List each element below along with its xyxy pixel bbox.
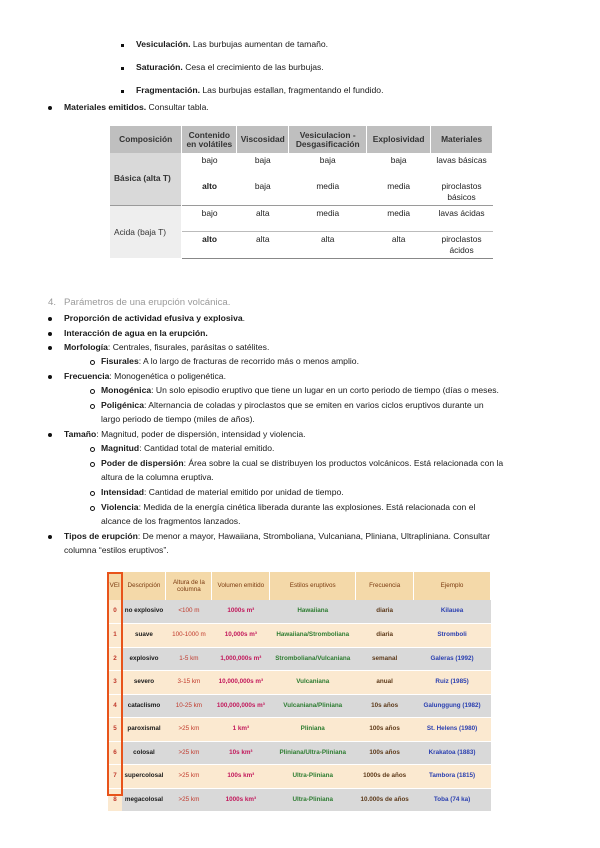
vei-cell: 4 bbox=[108, 694, 122, 718]
circle-bullet-icon bbox=[90, 491, 95, 496]
circle-bullet-icon bbox=[90, 404, 95, 409]
param-poligenica-cont: largo periodo de tiempo (miles de años). bbox=[101, 414, 255, 424]
param-intensidad: Intensidad: Cantidad de material emitido por unidad de tiempo. bbox=[101, 487, 344, 497]
param-tamano: Tamaño: Magnitud, poder de dispersión, intensidad y violencia. bbox=[64, 429, 306, 439]
vei-cell: 6 bbox=[108, 741, 122, 765]
frequency-cell: 10.000s de años bbox=[356, 788, 414, 812]
vei-cell: 0 bbox=[108, 600, 122, 624]
param-tipos-erupcion: Tipos de erupción: De menor a mayor, Hawaiiana, Stromboliana, Vulcaniana, Pliniana, Ultrapliniana. Consultar bbox=[64, 531, 491, 541]
table-row bbox=[108, 765, 491, 789]
example-cell: Krakatoa (1883) bbox=[414, 741, 491, 765]
param-poder-dispersion: Poder de dispersión: Área sobre la cual se distribuyen los productos volcánicos. Está relacionada con la bbox=[101, 458, 504, 468]
example-cell: Kilauea bbox=[414, 600, 491, 624]
table-header: Volumen emitido bbox=[212, 572, 270, 600]
vei-cell: 1 bbox=[108, 624, 122, 648]
table-header: Frecuencia bbox=[356, 572, 414, 600]
param-violencia: Violencia: Medida de la energía cinética liberada durante las explosiones. Está relacionada con el bbox=[101, 502, 476, 512]
column-height-cell: >25 km bbox=[166, 718, 212, 742]
description-cell: severo bbox=[122, 671, 166, 695]
row-label-basica: Básica (alta T) bbox=[110, 153, 182, 205]
param-interaccion: Interacción de agua en la erupción. bbox=[64, 328, 208, 338]
vei-cell: 7 bbox=[108, 765, 122, 789]
param-magnitud: Magnitud: Cantidad total de material emitido. bbox=[101, 443, 275, 453]
list-item-fragmentacion: Fragmentación. Las burbujas estallan, fragmentando el fundido. bbox=[136, 85, 384, 95]
table-row: Básica (alta T) bajo baja baja baja lavas básicas bbox=[110, 153, 493, 179]
eruptive-style-cell: Pliniana bbox=[270, 718, 356, 742]
circle-bullet-icon bbox=[90, 462, 95, 467]
volume-cell: 100s km³ bbox=[212, 765, 270, 789]
square-bullet-icon bbox=[121, 67, 124, 70]
example-cell: Galeras (1992) bbox=[414, 647, 491, 671]
bullet-icon bbox=[48, 346, 52, 350]
volume-cell: 10,000s m³ bbox=[212, 624, 270, 648]
frequency-cell: 100s años bbox=[356, 741, 414, 765]
table-header: Altura de la columna bbox=[166, 572, 212, 600]
circle-bullet-icon bbox=[90, 447, 95, 452]
composition-table bbox=[110, 126, 493, 259]
param-poder-dispersion-cont: altura de la columna eruptiva. bbox=[101, 472, 214, 482]
circle-bullet-icon bbox=[90, 360, 95, 365]
vei-cell: 2 bbox=[108, 647, 122, 671]
column-height-cell: 100-1000 m bbox=[166, 624, 212, 648]
eruptive-style-cell: Vulcaniana bbox=[270, 671, 356, 695]
bullet-icon bbox=[48, 433, 52, 437]
eruptive-style-cell: Hawaiiana bbox=[270, 600, 356, 624]
table-row bbox=[108, 671, 491, 695]
volume-cell: 1000s km³ bbox=[212, 788, 270, 812]
frequency-cell: diaria bbox=[356, 624, 414, 648]
eruptive-style-cell: Vulcaniana/Pliniana bbox=[270, 694, 356, 718]
example-cell: St. Helens (1980) bbox=[414, 718, 491, 742]
table-row: alto alta alta alta piroclastos ácidos bbox=[110, 231, 493, 258]
volume-cell: 100,000,000s m³ bbox=[212, 694, 270, 718]
eruptive-style-cell: Ultra-Pliniana bbox=[270, 765, 356, 789]
eruptive-style-cell: Ultra-Pliniana bbox=[270, 788, 356, 812]
vei-table bbox=[108, 572, 491, 812]
frequency-cell: anual bbox=[356, 671, 414, 695]
section-heading: 4. Parámetros de una erupción volcánica. bbox=[48, 297, 231, 308]
example-cell: Tambora (1815) bbox=[414, 765, 491, 789]
param-morfologia: Morfología: Centrales, fisurales, parásitas o satélites. bbox=[64, 342, 270, 352]
description-cell: paroxismal bbox=[122, 718, 166, 742]
param-tipos-erupcion-cont: columna “estilos eruptivos”. bbox=[64, 545, 169, 555]
column-height-cell: >25 km bbox=[166, 765, 212, 789]
table-header: Estilos eruptivos bbox=[270, 572, 356, 600]
table-row bbox=[108, 741, 491, 765]
param-violencia-cont: alcance de los fragmentos lanzados. bbox=[101, 516, 241, 526]
column-height-cell: >25 km bbox=[166, 788, 212, 812]
description-cell: suave bbox=[122, 624, 166, 648]
param-monogenica: Monogénica: Un solo episodio eruptivo que tiene un lugar en un corto periodo de tiempo (días o meses. bbox=[101, 385, 499, 395]
column-height-cell: >25 km bbox=[166, 741, 212, 765]
description-cell: cataclismo bbox=[122, 694, 166, 718]
table-row bbox=[108, 600, 491, 624]
table-header: Materiales bbox=[431, 126, 493, 153]
description-cell: no explosivo bbox=[122, 600, 166, 624]
materiales-emitidos: Materiales emitidos. Consultar tabla. bbox=[64, 102, 209, 112]
bullet-icon bbox=[48, 332, 52, 336]
table-header: Ejemplo bbox=[414, 572, 491, 600]
frequency-cell: semanal bbox=[356, 647, 414, 671]
vei-cell: 8 bbox=[108, 788, 122, 812]
description-cell: megacolosal bbox=[122, 788, 166, 812]
bullet-icon bbox=[48, 317, 52, 321]
bullet-icon bbox=[48, 106, 52, 110]
volume-cell: 10s km³ bbox=[212, 741, 270, 765]
table-row bbox=[108, 647, 491, 671]
column-height-cell: 10-25 km bbox=[166, 694, 212, 718]
table-header: VEI bbox=[108, 572, 122, 600]
table-header: Composición bbox=[110, 126, 182, 153]
param-poligenica: Poligénica: Alternancia de coladas y piroclastos que se emiten en varios ciclos eruptivos durante un bbox=[101, 400, 484, 410]
list-item-saturacion: Saturación. Cesa el crecimiento de las burbujas. bbox=[136, 62, 324, 72]
bullet-icon bbox=[48, 375, 52, 379]
volume-cell: 1 km³ bbox=[212, 718, 270, 742]
circle-bullet-icon bbox=[90, 389, 95, 394]
table-header: Explosividad bbox=[367, 126, 431, 153]
list-item-vesiculacion: Vesiculación. Las burbujas aumentan de tamaño. bbox=[136, 39, 329, 49]
table-header: Descripción bbox=[122, 572, 166, 600]
example-cell: Galunggung (1982) bbox=[414, 694, 491, 718]
param-proporcion: Proporción de actividad efusiva y explosiva. bbox=[64, 313, 246, 323]
param-frecuencia: Frecuencia: Monogenética o poligenética. bbox=[64, 371, 226, 381]
table-header: Viscosidad bbox=[237, 126, 289, 153]
eruptive-style-cell: Pliniana/Ultra-Pliniana bbox=[270, 741, 356, 765]
table-header: Contenido en volátiles bbox=[182, 126, 237, 153]
bullet-icon bbox=[48, 535, 52, 539]
example-cell: Toba (74 ka) bbox=[414, 788, 491, 812]
square-bullet-icon bbox=[121, 44, 124, 47]
table-row bbox=[108, 624, 491, 648]
eruptive-style-cell: Hawaiiana/Stromboliana bbox=[270, 624, 356, 648]
square-bullet-icon bbox=[121, 90, 124, 93]
table-row: Acida (baja T) bajo alta media media lavas ácidas bbox=[110, 205, 493, 231]
example-cell: Stromboli bbox=[414, 624, 491, 648]
frequency-cell: 10s años bbox=[356, 694, 414, 718]
description-cell: explosivo bbox=[122, 647, 166, 671]
example-cell: Ruiz (1985) bbox=[414, 671, 491, 695]
table-row: alto baja media media piroclastos básicos bbox=[110, 179, 493, 205]
column-height-cell: <100 m bbox=[166, 600, 212, 624]
description-cell: colosal bbox=[122, 741, 166, 765]
frequency-cell: diaria bbox=[356, 600, 414, 624]
volume-cell: 1,000,000s m³ bbox=[212, 647, 270, 671]
volume-cell: 1000s m³ bbox=[212, 600, 270, 624]
table-header: Vesiculacion - Desgasificación bbox=[289, 126, 367, 153]
circle-bullet-icon bbox=[90, 506, 95, 511]
frequency-cell: 1000s de años bbox=[356, 765, 414, 789]
column-height-cell: 1-5 km bbox=[166, 647, 212, 671]
param-fisurales: Fisurales: A lo largo de fracturas de recorrido más o menos amplio. bbox=[101, 356, 359, 366]
column-height-cell: 3-15 km bbox=[166, 671, 212, 695]
eruptive-style-cell: Stromboliana/Vulcaniana bbox=[270, 647, 356, 671]
table-row bbox=[108, 694, 491, 718]
description-cell: supercolosal bbox=[122, 765, 166, 789]
volume-cell: 10,000,000s m³ bbox=[212, 671, 270, 695]
row-label-acida: Acida (baja T) bbox=[110, 205, 182, 258]
vei-cell: 5 bbox=[108, 718, 122, 742]
vei-cell: 3 bbox=[108, 671, 122, 695]
table-row bbox=[108, 788, 491, 812]
table-row bbox=[108, 718, 491, 742]
frequency-cell: 100s años bbox=[356, 718, 414, 742]
